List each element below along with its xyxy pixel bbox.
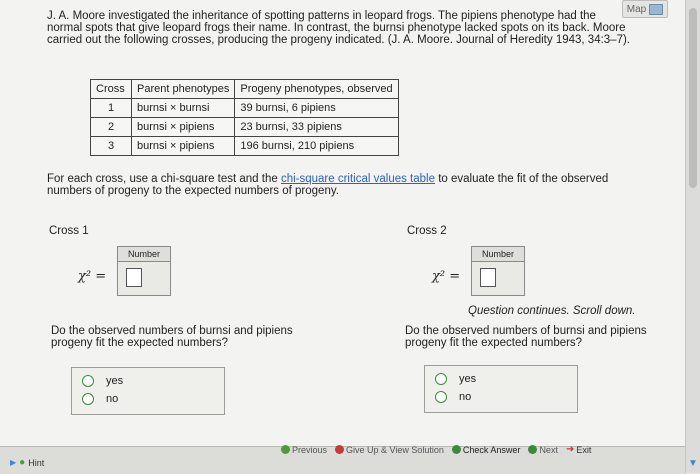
map-icon bbox=[649, 4, 663, 15]
cross-1-option-yes[interactable] bbox=[82, 375, 123, 387]
scroll-note: Question continues. Scroll down. bbox=[468, 305, 636, 317]
radio-button[interactable] bbox=[435, 373, 447, 385]
cross-1-label: Cross 1 bbox=[49, 225, 89, 237]
play-icon: ▶ bbox=[10, 458, 17, 467]
table-header: Parent phenotypes bbox=[132, 80, 235, 99]
option-label: yes bbox=[106, 375, 124, 387]
next-arrow-icon bbox=[528, 445, 537, 454]
vertical-scrollbar[interactable] bbox=[685, 0, 700, 473]
bottom-toolbar bbox=[0, 446, 686, 474]
next-button[interactable] bbox=[528, 445, 558, 455]
table-cell: 39 burnsi, 6 pipiens bbox=[235, 99, 398, 118]
table-cell: burnsi × pipiens bbox=[132, 137, 235, 156]
chi-square-table-link[interactable]: chi-square critical values table bbox=[280, 173, 435, 185]
table-header-row bbox=[91, 80, 399, 99]
number-header: Number bbox=[118, 247, 170, 262]
instructions-after: to evaluate the fit of the observed numbers of progeny to the expected numbers of progeny. bbox=[47, 173, 609, 197]
hint-button[interactable] bbox=[10, 457, 44, 468]
check-answer-label: Check Answer bbox=[462, 444, 521, 455]
chi-square-label: χ² = bbox=[432, 269, 461, 284]
option-label: no bbox=[106, 393, 119, 405]
option-label: yes bbox=[459, 373, 477, 385]
instructions bbox=[47, 173, 627, 197]
lightbulb-icon: ● bbox=[19, 457, 26, 468]
cross-2-question: Do the observed numbers of burnsi and pipiens progeny fit the expected numbers? bbox=[405, 325, 647, 349]
radio-button[interactable] bbox=[82, 375, 94, 387]
scroll-down-arrow-icon[interactable]: ▼ bbox=[688, 458, 698, 469]
cross-1-option-no[interactable] bbox=[82, 393, 118, 405]
cross-2-option-no[interactable] bbox=[435, 391, 471, 403]
radio-button[interactable] bbox=[82, 393, 94, 405]
cross-2-chi-square-input[interactable] bbox=[480, 268, 496, 287]
instructions-before: For each cross, use a chi-square test and the bbox=[47, 173, 281, 185]
scrollbar-thumb[interactable] bbox=[689, 8, 697, 188]
cross-1-radio-group bbox=[71, 367, 225, 415]
table-header: Progeny phenotypes, observed bbox=[235, 80, 398, 99]
cross-1-chi-square-input[interactable] bbox=[126, 268, 142, 287]
cross-2-option-yes[interactable] bbox=[435, 373, 476, 385]
table-cell: burnsi × burnsi bbox=[132, 99, 235, 118]
crosses-table bbox=[90, 79, 399, 156]
table-row bbox=[91, 99, 399, 118]
exit-label: Exit bbox=[576, 444, 592, 455]
radio-button[interactable] bbox=[435, 391, 447, 403]
hint-label: Hint bbox=[28, 457, 45, 468]
cross-1-number-box bbox=[117, 246, 171, 296]
next-label: Next bbox=[539, 444, 558, 455]
number-header: Number bbox=[472, 247, 524, 262]
cross-1-question: Do the observed numbers of burnsi and pipiens progeny fit the expected numbers? bbox=[51, 325, 293, 349]
exit-button[interactable] bbox=[566, 444, 591, 455]
give-up-label: Give Up & View Solution bbox=[346, 444, 444, 455]
check-icon bbox=[452, 445, 461, 454]
table-row bbox=[91, 118, 399, 137]
previous-label: Previous bbox=[292, 444, 328, 455]
previous-arrow-icon bbox=[281, 445, 290, 454]
cross-2-label: Cross 2 bbox=[407, 225, 447, 237]
table-cell: 196 burnsi, 210 pipiens bbox=[235, 137, 398, 156]
table-cell: 23 burnsi, 33 pipiens bbox=[235, 118, 398, 137]
table-cell: 3 bbox=[91, 137, 132, 156]
option-label: no bbox=[459, 391, 472, 403]
question-nav bbox=[281, 444, 591, 455]
table-cell: burnsi × pipiens bbox=[132, 118, 235, 137]
cross-2-radio-group bbox=[424, 365, 578, 413]
map-label: Map bbox=[626, 3, 647, 15]
table-cell: 1 bbox=[91, 99, 132, 118]
give-up-icon bbox=[335, 445, 344, 454]
give-up-button[interactable] bbox=[335, 445, 444, 455]
cross-2-number-box bbox=[471, 246, 525, 296]
table-header: Cross bbox=[91, 80, 132, 99]
problem-intro: J. A. Moore investigated the inheritance of spotting patterns in leopard frogs. The pipiens phenotype had the normal spots that give leopard frogs their name. In contrast, the burnsi phenotype lacked spots on its back. Moore carried out the following crosses, producing the progeny indicated. (J. A. Moore. Journal of Heredity 1943, 34:3–7). bbox=[47, 10, 630, 46]
check-answer-button[interactable] bbox=[452, 445, 521, 455]
exit-icon: ➜ bbox=[565, 444, 575, 455]
chi-square-label: χ² = bbox=[78, 269, 107, 284]
previous-button[interactable] bbox=[281, 445, 327, 455]
table-row bbox=[91, 137, 399, 156]
table-cell: 2 bbox=[91, 118, 132, 137]
